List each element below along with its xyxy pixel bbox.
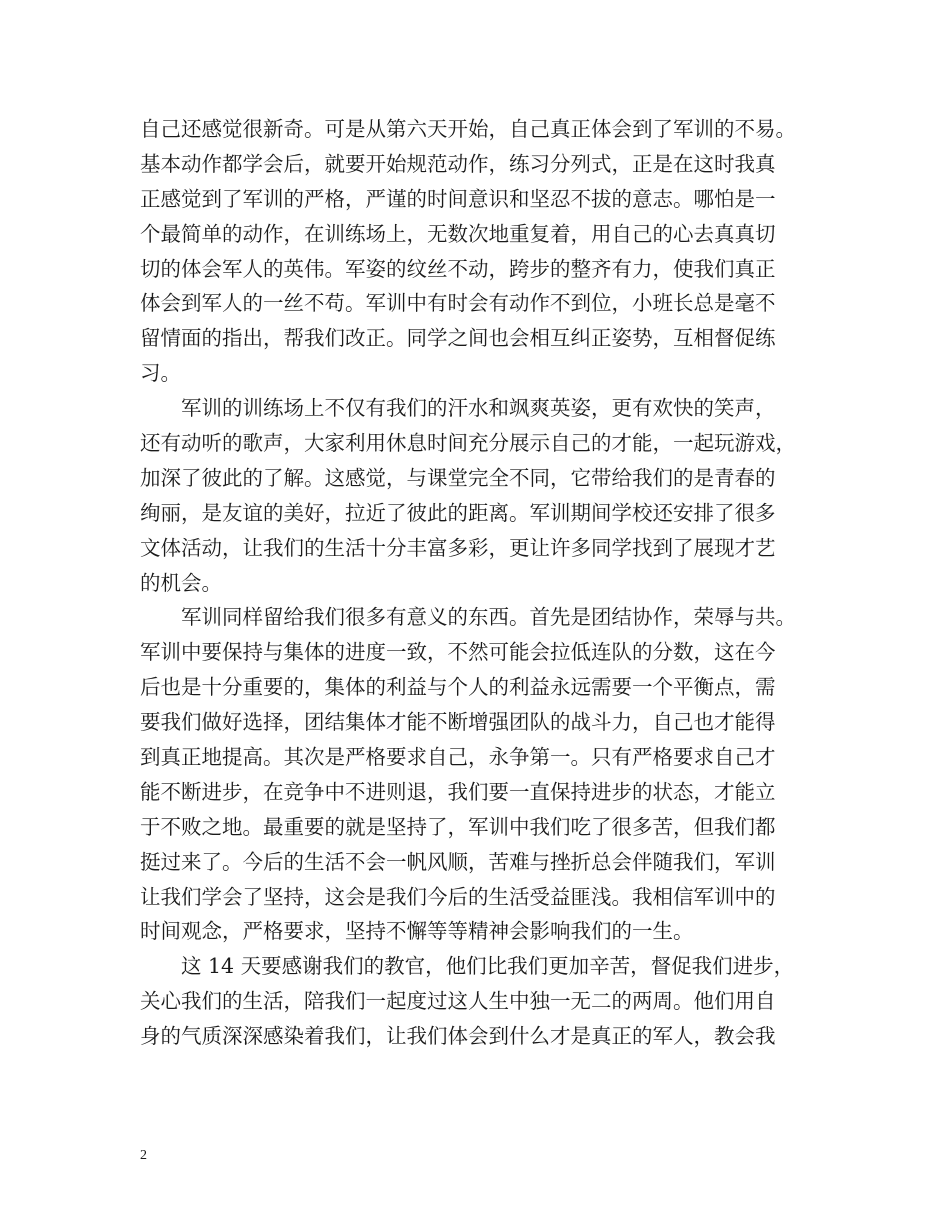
text-line: 正感觉到了军训的严格，严谨的时间意识和坚忍不拔的意志。哪怕是一 xyxy=(140,186,776,211)
text-line: 基本动作都学会后，就要开始规范动作，练习分列式，正是在这时我真 xyxy=(140,151,776,176)
text-line: 到真正地提高。其次是严格要求自己，永争第一。只有严格要求自己才 xyxy=(140,745,776,770)
text-line: 挺过来了。今后的生活不会一帆风顺，苦难与挫折总会伴随我们，军训 xyxy=(140,849,776,874)
text-line: 让我们学会了坚持，这会是我们今后的生活受益匪浅。我相信军训中的 xyxy=(140,884,776,909)
text-line: 时间观念，严格要求，坚持不懈等等精神会影响我们的一生。 xyxy=(140,919,694,944)
text-line: 要我们做好选择，团结集体才能不断增强团队的战斗力，自己也才能得 xyxy=(140,710,776,735)
text-line: 留情面的指出，帮我们改正。同学之间也会相互纠正姿势，互相督促练 xyxy=(140,326,776,351)
text-line: 的机会。 xyxy=(140,570,222,595)
text-line: 还有动听的歌声，大家利用休息时间充分展示自己的才能，一起玩游戏， xyxy=(140,431,796,456)
text-line: 于不败之地。最重要的就是坚持了，军训中我们吃了很多苦，但我们都 xyxy=(140,814,776,839)
text-line: 体会到军人的一丝不苟。军训中有时会有动作不到位，小班长总是毫不 xyxy=(140,291,776,316)
text-line: 加深了彼此的了解。这感觉，与课堂完全不同，它带给我们的是青春的 xyxy=(140,465,776,490)
text-line: 军训同样留给我们很多有意义的东西。首先是团结协作，荣辱与共。 xyxy=(181,605,796,630)
body-text xyxy=(140,112,830,1054)
text-line: 能不断进步，在竞争中不进则退，我们要一直保持进步的状态，才能立 xyxy=(140,779,776,804)
text-line: 这 14 天要感谢我们的教官，他们比我们更加辛苦，督促我们进步， xyxy=(181,954,795,979)
text-line: 文体活动，让我们的生活十分丰富多彩，更让许多同学找到了展现才艺 xyxy=(140,535,776,560)
text-line: 绚丽，是友谊的美好，拉近了彼此的距离。军训期间学校还安排了很多 xyxy=(140,500,776,525)
text-line: 身的气质深深感染着我们，让我们体会到什么才是真正的军人，教会我 xyxy=(140,1024,776,1049)
text-line: 习。 xyxy=(140,361,181,386)
page-number: 2 xyxy=(140,1148,147,1163)
text-line: 后也是十分重要的，集体的利益与个人的利益永远需要一个平衡点，需 xyxy=(140,675,776,700)
text-line: 切的体会军人的英伟。军姿的纹丝不动，跨步的整齐有力，使我们真正 xyxy=(140,256,776,281)
text-line: 自己还感觉很新奇。可是从第六天开始，自己真正体会到了军训的不易。 xyxy=(140,117,796,141)
text-line: 军训的训练场上不仅有我们的汗水和飒爽英姿，更有欢快的笑声， xyxy=(181,396,776,421)
text-line: 军训中要保持与集体的进度一致，不然可能会拉低连队的分数，这在今 xyxy=(140,640,776,665)
text-line: 个最简单的动作，在训练场上，无数次地重复着，用自己的心去真真切 xyxy=(140,221,776,246)
text-line: 关心我们的生活，陪我们一起度过这人生中独一无二的两周。他们用自 xyxy=(140,989,776,1014)
